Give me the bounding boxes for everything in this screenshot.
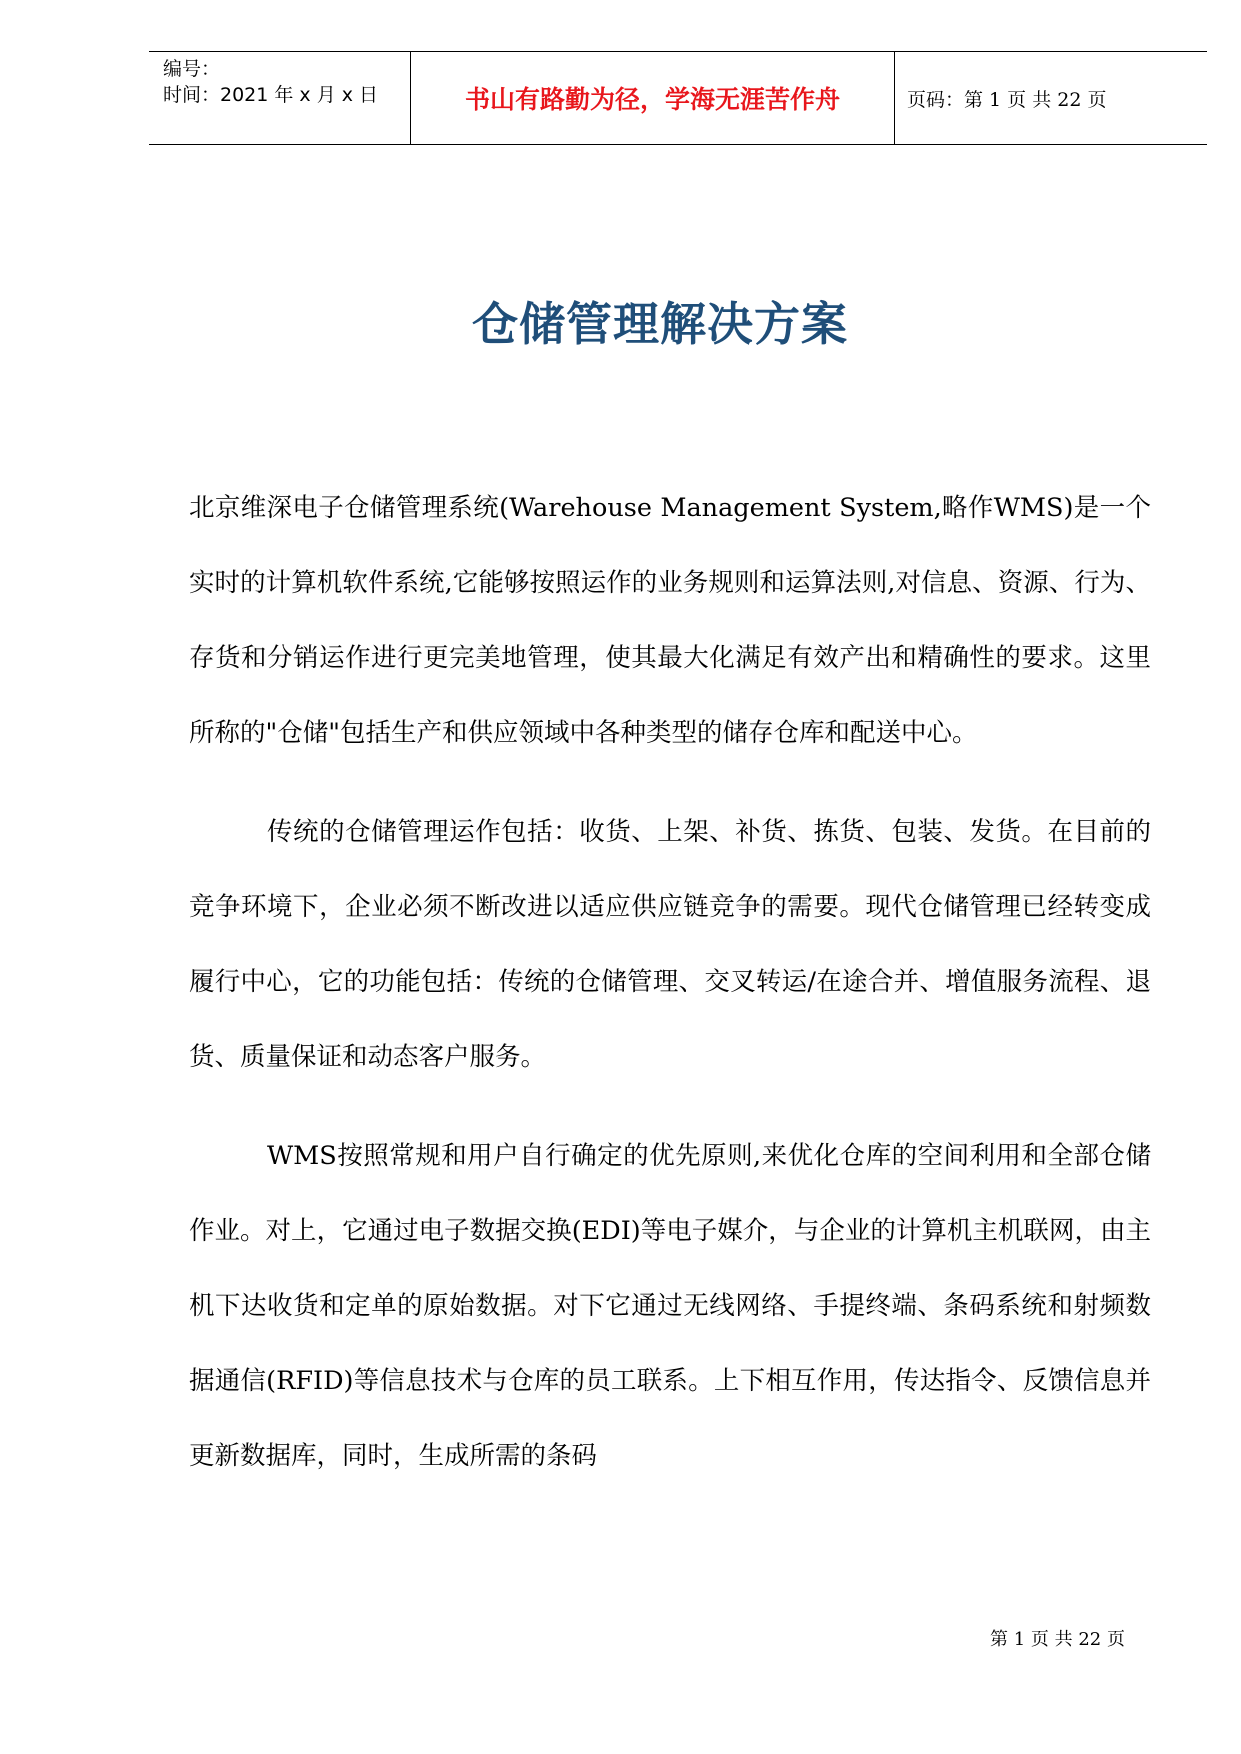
page-info: 页码：第 1 页 共 22 页 [907,88,1107,111]
motto: 书山有路勤为径，学海无涯苦作舟 [411,52,895,144]
body-text [189,471,1151,1494]
page-footer: 第 1 页 共 22 页 [990,1629,1125,1650]
paragraph: 北京维深电子仓储管理系统(Warehouse Management System,略作WMS)是一个实时的计算机软件系统,它能够按照运作的业务规则和运算法则,对信息、资源、行为、存货和分销运作进行更完美地管理，使其最大化满足有效产出和精确性的要求。这里所称的"仓储"包括生产和供应领域中各种类型的储存仓库和配送中心。 [189,493,1151,748]
paragraph: WMS按照常规和用户自行确定的优先原则,来优化仓库的空间利用和全部仓储作业。对上，它通过电子数据交换(EDI)等电子媒介，与企业的计算机主机联网，由主机下达收货和定单的原始数据。对下它通过无线网络、手提终端、条码系统和射频数据通信(RFID)等信息技术与仓库的员工联系。上下相互作用，传达指令、反馈信息并更新数据库，同时，生成所需的条码 [189,1141,1151,1471]
time-label: 时间：2021 年 x 月 x 日 [163,84,379,106]
paragraph: 传统的仓储管理运作包括：收货、上架、补货、拣货、包装、发货。在目前的竞争环境下，企业必须不断改进以适应供应链竞争的需要。现代仓储管理已经转变成履行中心，它的功能包括：传统的仓储管理、交叉转运/在途合并、增值服务流程、退货、质量保证和动态客户服务。 [189,817,1151,1072]
header-table [149,51,1207,145]
number-label: 编号： [163,58,221,80]
document-title: 仓储管理解决方案 [472,297,848,351]
header-left-cell [149,52,411,144]
